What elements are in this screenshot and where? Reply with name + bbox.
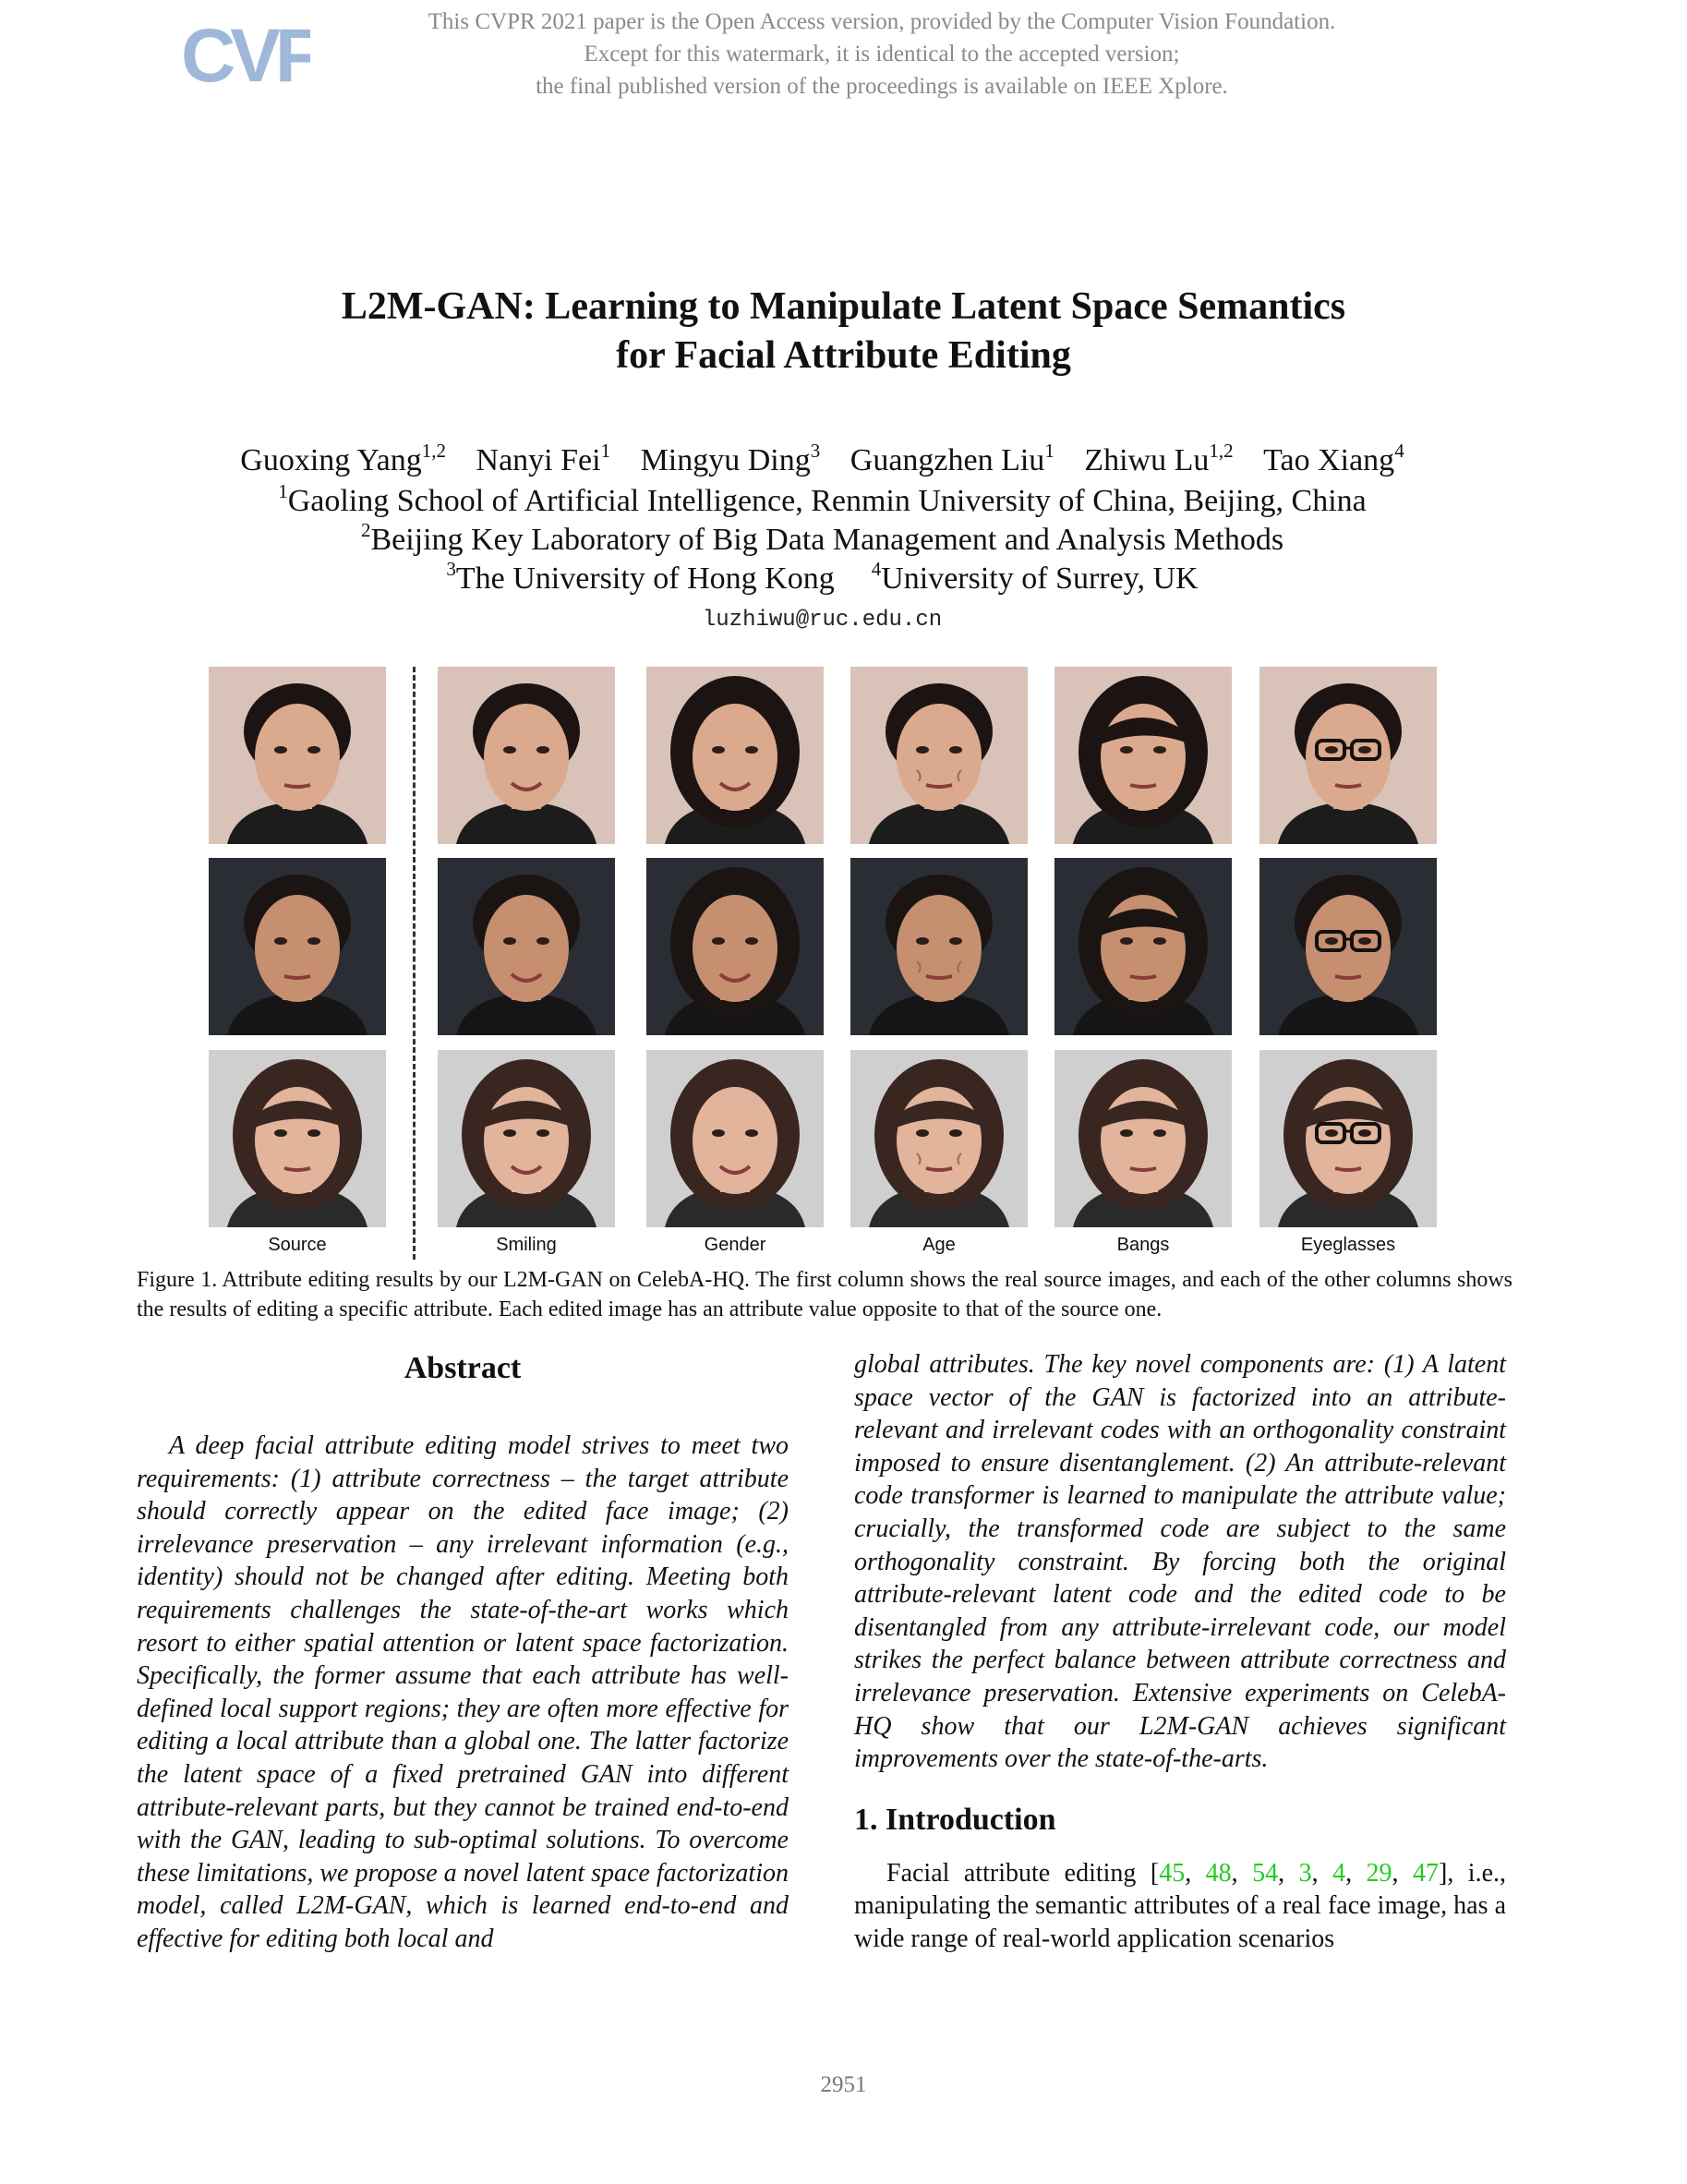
page-number: 2951 xyxy=(820,2072,867,2097)
face-image xyxy=(850,1050,1028,1227)
citation-link[interactable]: 4 xyxy=(1332,1858,1346,1888)
face-image xyxy=(1259,1050,1437,1227)
face-image xyxy=(1259,667,1437,844)
watermark-text xyxy=(351,6,1413,103)
column-label-gender: Gender xyxy=(704,1235,766,1255)
author: Guangzhen Liu$^1$ xyxy=(850,440,1054,477)
face-image xyxy=(1054,667,1232,844)
citation-link[interactable]: 47 xyxy=(1413,1858,1440,1888)
citation-link[interactable]: 29 xyxy=(1366,1858,1392,1888)
column-label-eyeglasses: Eyeglasses xyxy=(1300,1235,1396,1255)
title-line-2: for Facial Attribute Editing xyxy=(616,334,1071,377)
contact-email[interactable]: luzhiwu@ruc.edu.cn xyxy=(702,608,943,633)
author-list xyxy=(0,441,1645,480)
face-image xyxy=(850,667,1028,844)
left-column xyxy=(137,1348,789,1956)
face-image xyxy=(209,667,386,844)
author: Zhiwu Lu$^{1,2}$ xyxy=(1084,440,1234,477)
paper-title xyxy=(0,283,1687,380)
citation-link[interactable]: 45 xyxy=(1159,1858,1186,1888)
face-image xyxy=(850,858,1028,1035)
face-image xyxy=(1054,858,1232,1035)
face-image xyxy=(646,858,824,1035)
right-column xyxy=(854,1348,1506,1956)
face-image xyxy=(438,858,615,1035)
author: Nanyi Fei$^1$ xyxy=(476,440,611,477)
title-line-1: L2M-GAN: Learning to Manipulate Latent Space Semantics xyxy=(341,285,1346,328)
source-separator xyxy=(413,667,416,1260)
face-image xyxy=(1054,1050,1232,1227)
figure-caption: Figure 1. Attribute editing results by our L2M-GAN on CelebA-HQ. The first column shows the real source images, and each of the other columns shows the results of editing a specific attribute. Each edited image has an attribute value opposite to that of the source one. xyxy=(137,1268,1512,1321)
face-image xyxy=(438,667,615,844)
affiliation: $^1$Gaoling School of Artificial Intelligence, Renmin University of China, Beijing, China xyxy=(278,480,1367,518)
abstract-text-continued: global attributes. The key novel components are: (1) A latent space vector of the GAN is factorized into an attribute-relevant and irrelevant codes with an orthogonality constraint imposed to ensure disentanglement. (2) An attribute-relevant code transformer is learned to manipulate the attribute value; crucially, the transformed code are subject to the same orthogonality constraint. By forcing both the original attribute-relevant latent code and the edited code to be disentangled from any attribute-irrelevant code, our model strikes the perfect balance between attribute correctness and irrelevance preservation. Extensive experiments on CelebA-HQ show that our L2M-GAN achieves significant improvements over the state-of-the-arts. xyxy=(854,1350,1506,1774)
author: Guoxing Yang$^{1,2}$ xyxy=(240,440,447,477)
affiliation: $^3$The University of Hong Kong $^4$University of Surrey, UK xyxy=(446,558,1199,596)
citation-link[interactable]: 48 xyxy=(1205,1858,1232,1888)
watermark-line: This CVPR 2021 paper is the Open Access version, provided by the Computer Vision Foundation. xyxy=(428,9,1336,34)
introduction-heading: 1. Introduction xyxy=(854,1802,1056,1837)
face-image xyxy=(1259,858,1437,1035)
author: Mingyu Ding$^3$ xyxy=(640,440,821,477)
affiliation: $^2$Beijing Key Laboratory of Big Data Management and Analysis Methods xyxy=(360,519,1284,557)
cvf-logo-text: CVF xyxy=(181,14,310,96)
column-label-smiling: Smiling xyxy=(496,1235,557,1255)
column-label-age: Age xyxy=(922,1235,956,1255)
abstract-text: A deep facial attribute editing model strives to meet two requirements: (1) attribute correctness – the target attribute should correctly appear on the edited face image; (2) irrelevance preservation – any irrelevant information (e.g., identity) should not be changed after editing. Meeting both requirements challenges the state-of-the-art works which resort to either spatial attention or latent space factorization. Specifically, the former assume that each attribute has well-defined local support regions; they are often more effective for editing a local attribute than a global one. The latter factorize the latent space of a fixed pretrained GAN into different attribute-relevant parts, but they cannot be trained end-to-end with the GAN, leading to sub-optimal solutions. To overcome these limitations, we propose a novel latent space factorization model, called L2M-GAN, which is learned end-to-end and effective for editing both local and xyxy=(137,1431,789,1953)
watermark-line: the final published version of the proceedings is available on IEEE Xplore. xyxy=(536,74,1228,99)
cvf-logo xyxy=(181,13,310,96)
introduction-text: Facial attribute editing [45, 48, 54, 3, 4, 29, 47], i.e., manipulating the semantic attributes of a real face image, has a wide range of real-world application scenarios xyxy=(854,1858,1507,1953)
face-image xyxy=(646,1050,824,1227)
watermark-line: Except for this watermark, it is identical to the accepted version; xyxy=(584,42,1180,66)
affiliations xyxy=(0,482,1645,598)
face-image xyxy=(209,1050,386,1227)
author: Tao Xiang$^4$ xyxy=(1263,440,1404,477)
column-label-bangs: Bangs xyxy=(1116,1235,1170,1255)
citation-link[interactable]: 3 xyxy=(1298,1858,1312,1888)
face-image xyxy=(209,858,386,1035)
face-image xyxy=(438,1050,615,1227)
face-image xyxy=(646,667,824,844)
figure-1 xyxy=(209,667,1437,1258)
column-label-source: Source xyxy=(268,1235,327,1255)
citation-link[interactable]: 54 xyxy=(1252,1858,1279,1888)
abstract-heading: Abstract xyxy=(404,1351,522,1385)
